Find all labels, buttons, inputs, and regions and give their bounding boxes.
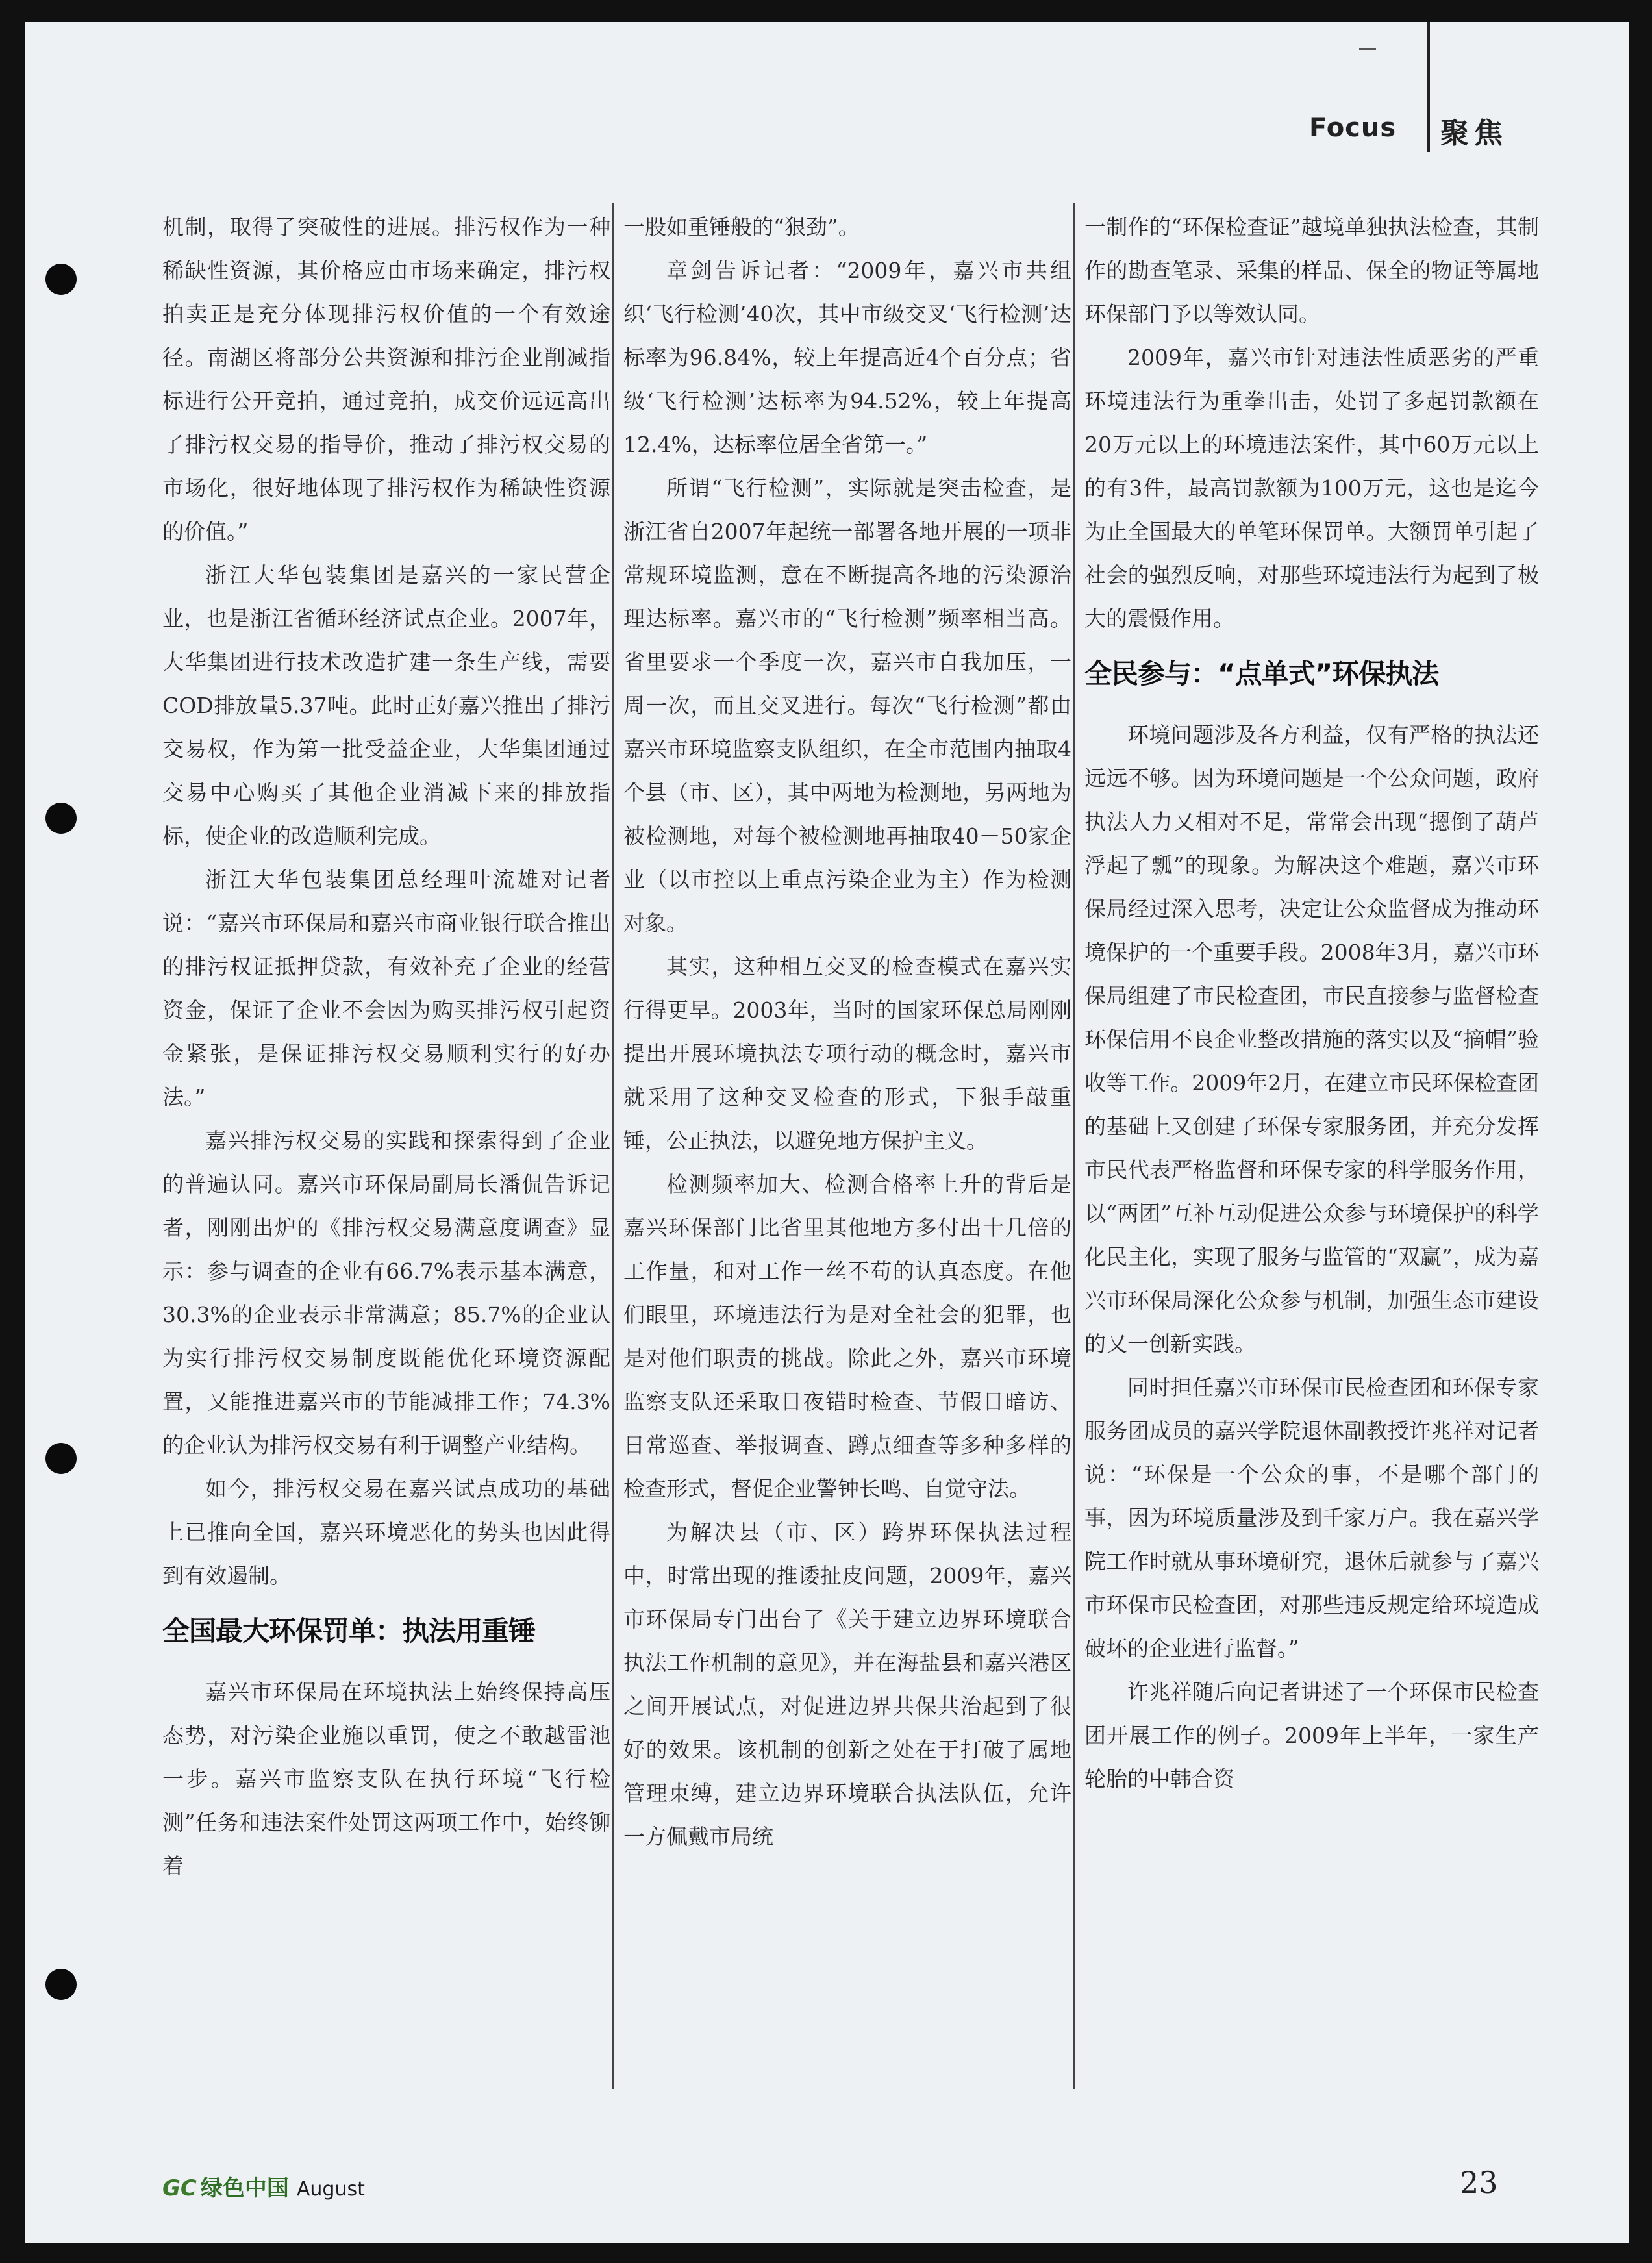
punch-hole (45, 803, 77, 834)
paragraph: 机制，取得了突破性的进展。排污权作为一种稀缺性资源，其价格应由市场来确定，排污权拍卖正是充分体现排污权价值的一个有效途径。南湖区将部分公共资源和排污企业削减指标进行公开竞拍，通过竞拍，成交价远远高出了排污权交易的指导价，推动了排污权交易的市场化，很好地体现了排污权作为稀缺性资源的价值。” (162, 214, 610, 544)
text-column-1 (162, 205, 610, 1888)
page-number: 23 (1460, 2165, 1498, 2200)
paragraph: 嘉兴市环保局在环境执法上始终保持高压态势，对污染企业施以重罚，使之不敢越雷池一步。嘉兴市监察支队在执行环境“飞行检测”任务和违法案件处罚这两项工作中，始终铆着 (162, 1679, 610, 1879)
paragraph: 许兆祥随后向记者讲述了一个环保市民检查团开展工作的例子。2009年上半年，一家生产轮胎的中韩合资 (1084, 1679, 1539, 1792)
paragraph: 一制作的“环保检查证”越境单独执法检查，其制作的勘查笔录、采集的样品、保全的物证等属地环保部门予以等效认同。 (1084, 214, 1539, 327)
column-divider (1073, 203, 1075, 2089)
gc-logo: GC (162, 2175, 197, 2201)
section-label-en: Focus (1309, 113, 1397, 143)
paragraph: 浙江大华包装集团总经理叶流雄对记者说：“嘉兴市环保局和嘉兴市商业银行联合推出的排污权证抵押贷款，有效补充了企业的经营资金，保证了企业不会因为购买排污权引起资金紧张，是保证排污权交易顺利实行的好办法。” (162, 867, 610, 1110)
paragraph: 章剑告诉记者：“2009年，嘉兴市共组织‘飞行检测’40次，其中市级交叉‘飞行检测’达标率为96.84%，较上年提高近4个百分点；省级‘飞行检测’达标率为94.52%，较上年提高12.4%，达标率位居全省第一。” (623, 258, 1071, 457)
punch-hole (45, 1443, 77, 1474)
paragraph: 如今，排污权交易在嘉兴试点成功的基础上已推向全国，嘉兴环境恶化的势头也因此得到有效遏制。 (162, 1476, 610, 1588)
section-heading: 全国最大环保罚单：执法用重锤 (162, 1615, 536, 1647)
magazine-name: 绿色中国 (200, 2175, 289, 2201)
punch-hole (45, 264, 77, 295)
section-heading: 全民参与：“点单式”环保执法 (1084, 658, 1439, 690)
paragraph: 其实，这种相互交叉的检查模式在嘉兴实行得更早。2003年，当时的国家环保总局刚刚提出开展环境执法专项行动的概念时，嘉兴市就采用了这种交叉检查的形式，下狠手敲重锤，公正执法，以避免地方保护主义。 (623, 954, 1071, 1153)
punch-hole (45, 1969, 77, 2000)
header-divider (1427, 22, 1430, 152)
paragraph: 一股如重锤般的“狠劲”。 (623, 214, 860, 240)
paragraph: 环境问题涉及各方利益，仅有严格的执法还远远不够。因为环境问题是一个公众问题，政府执法人力又相对不足，常常会出现“摁倒了葫芦浮起了瓢”的现象。为解决这个难题，嘉兴市环保局经过深入思考，决定让公众监督成为推动环境保护的一个重要手段。2008年3月，嘉兴市环保局组建了市民检查团，市民直接参与监督检查环保信用不良企业整改措施的落实以及“摘帽”验收等工作。2009年2月，在建立市民环保检查团的基础上又创建了环保专家服务团，并充分发挥市民代表严格监督和环保专家的科学服务作用，以“两团”互补互动促进公众参与环境保护的科学化民主化，实现了服务与监管的“双赢”，成为嘉兴市环保局深化公众参与机制，加强生态市建设的又一创新实践。 (1084, 722, 1539, 1357)
paragraph: 同时担任嘉兴市环保市民检查团和环保专家服务团成员的嘉兴学院退休副教授许兆祥对记者说：“环保是一个公众的事，不是哪个部门的事，因为环境质量涉及到千家万户。我在嘉兴学院工作时就从事环境研究，退休后就参与了嘉兴市环保市民检查团，对那些违反规定给环境造成破坏的企业进行监督。” (1084, 1375, 1539, 1661)
paragraph: 2009年，嘉兴市针对违法性质恶劣的严重环境违法行为重拳出击，处罚了多起罚款额在20万元以上的环境违法案件，其中60万元以上的有3件，最高罚款额为100万元，这也是迄今为止全国最大的单笔环保罚单。大额罚单引起了社会的强烈反响，对那些环境违法行为起到了极大的震慑作用。 (1084, 345, 1539, 631)
text-column-2 (623, 205, 1071, 1858)
paragraph: 浙江大华包装集团是嘉兴的一家民营企业，也是浙江省循环经济试点企业。2007年，大华集团进行技术改造扩建一条生产线，需要COD排放量5.37吨。此时正好嘉兴推出了排污交易权，作为第一批受益企业，大华集团通过交易中心购买了其他企业消减下来的排放指标，使企业的改造顺利完成。 (162, 562, 610, 849)
paragraph: 嘉兴排污权交易的实践和探索得到了企业的普遍认同。嘉兴市环保局副局长潘侃告诉记者，刚刚出炉的《排污权交易满意度调查》显示：参与调查的企业有66.7%表示基本满意，30.3%的企业表示非常满意；85.7%的企业认为实行排污权交易制度既能优化环境资源配置，又能推进嘉兴市的节能减排工作；74.3%的企业认为排污权交易有利于调整产业结构。 (162, 1128, 610, 1458)
column-divider (612, 203, 614, 2089)
paragraph: 为解决县（市、区）跨界环保执法过程中，时常出现的推诿扯皮问题，2009年，嘉兴市环保局专门出台了《关于建立边界环境联合执法工作机制的意见》，并在海盐县和嘉兴港区之间开展试点，对促进边界共保共治起到了很好的效果。该机制的创新之处在于打破了属地管理束缚，建立边界环境联合执法队伍，允许一方佩戴市局统 (623, 1519, 1071, 1849)
issue-month: August (296, 2178, 365, 2201)
magazine-page (25, 22, 1629, 2243)
text-column-3 (1084, 205, 1539, 1801)
header-tick (1359, 48, 1376, 50)
paragraph: 所谓“飞行检测”，实际就是突击检查，是浙江省自2007年起统一部署各地开展的一项非常规环境监测，意在不断提高各地的污染源治理达标率。嘉兴市的“飞行检测”频率相当高。省里要求一个季度一次，嘉兴市自我加压，一周一次，而且交叉进行。每次“飞行检测”都由嘉兴市环境监察支队组织，在全市范围内抽取4个县（市、区），其中两地为检测地，另两地为被检测地，对每个被检测地再抽取40－50家企业（以市控以上重点污染企业为主）作为检测对象。 (623, 475, 1071, 936)
paragraph: 检测频率加大、检测合格率上升的背后是嘉兴环保部门比省里其他地方多付出十几倍的工作量，和对工作一丝不苟的认真态度。在他们眼里，环境违法行为是对全社会的犯罪，也是对他们职责的挑战。除此之外，嘉兴市环境监察支队还采取日夜错时检查、节假日暗访、日常巡查、举报调查、蹲点细查等多种多样的检查形式，督促企业警钟长鸣、自觉守法。 (623, 1171, 1071, 1501)
footer-masthead (162, 2170, 365, 2202)
section-label-cn: 聚焦 (1440, 117, 1508, 150)
